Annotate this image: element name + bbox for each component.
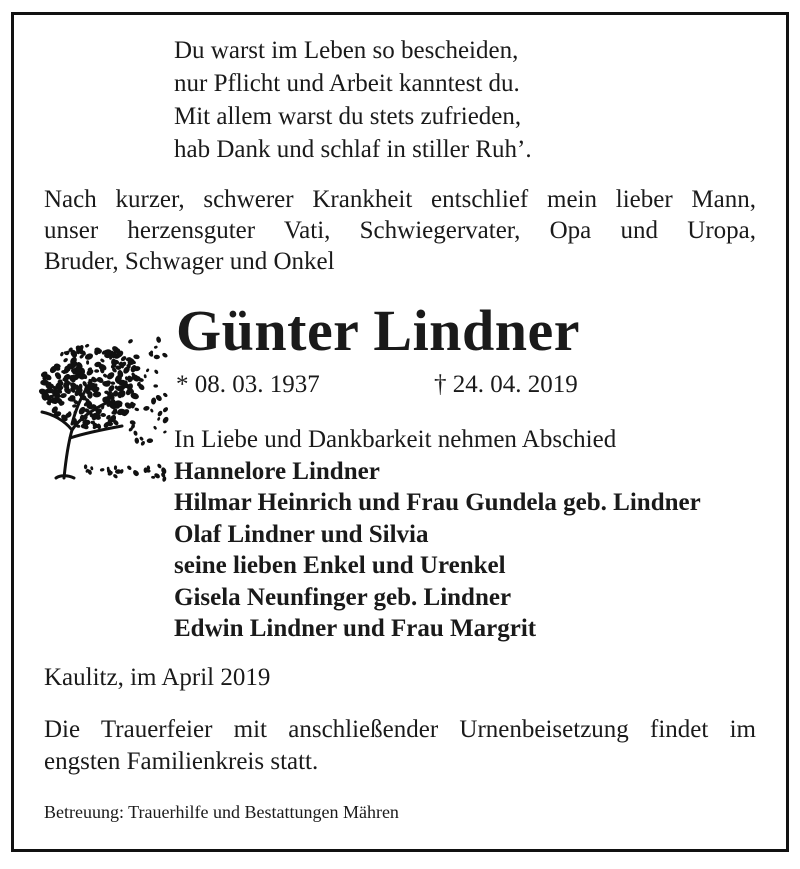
intro-line: unser herzensguter Vati, Schwiegervater, Opa und Uropa, xyxy=(44,217,756,244)
death-date: † 24. 04. 2019 xyxy=(434,371,578,398)
ceremony-line: Die Trauerfeier mit anschließender Urnenbeisetzung findet im xyxy=(44,716,756,743)
windblown-tree-icon xyxy=(30,318,170,484)
ceremony-line: engsten Familienkreis statt. xyxy=(44,748,319,775)
poem-line: Mit allem warst du stets zufrieden, xyxy=(174,103,522,130)
mourner-name: Hilmar Heinrich und Frau Gundela geb. Lindner xyxy=(174,489,701,516)
mourner-name: Olaf Lindner und Silvia xyxy=(174,520,429,548)
death-announcement-text xyxy=(44,184,756,277)
funeral-home-note: Betreuung: Trauerhilfe und Bestattungen Mähren xyxy=(44,802,399,822)
memorial-poem xyxy=(174,34,532,166)
place-and-date: Kaulitz, im April 2019 xyxy=(44,664,271,691)
funeral-ceremony-note xyxy=(44,714,756,778)
mourners-list xyxy=(174,424,701,645)
mourner-name: Edwin Lindner und Frau Margrit xyxy=(174,615,537,642)
mourners-heading: In Liebe und Dankbarkeit nehmen Abschied xyxy=(174,426,617,453)
mourner-name: Gisela Neunfinger geb. Lindner xyxy=(174,583,512,611)
deceased-name: Günter Lindner xyxy=(176,298,580,363)
mourner-name: Hannelore Lindner xyxy=(174,457,380,485)
poem-line: Du warst im Leben so bescheiden, xyxy=(174,37,519,64)
intro-line: Nach kurzer, schwerer Krankheit entschlief mein lieber Mann, xyxy=(44,186,756,213)
intro-line: Bruder, Schwager und Onkel xyxy=(44,248,335,275)
mourner-name: seine lieben Enkel und Urenkel xyxy=(174,552,506,579)
birth-date: * 08. 03. 1937 xyxy=(176,371,320,398)
poem-line: nur Pflicht und Arbeit kanntest du. xyxy=(174,70,520,97)
poem-line: hab Dank und schlaf in stiller Ruh’. xyxy=(174,136,532,163)
